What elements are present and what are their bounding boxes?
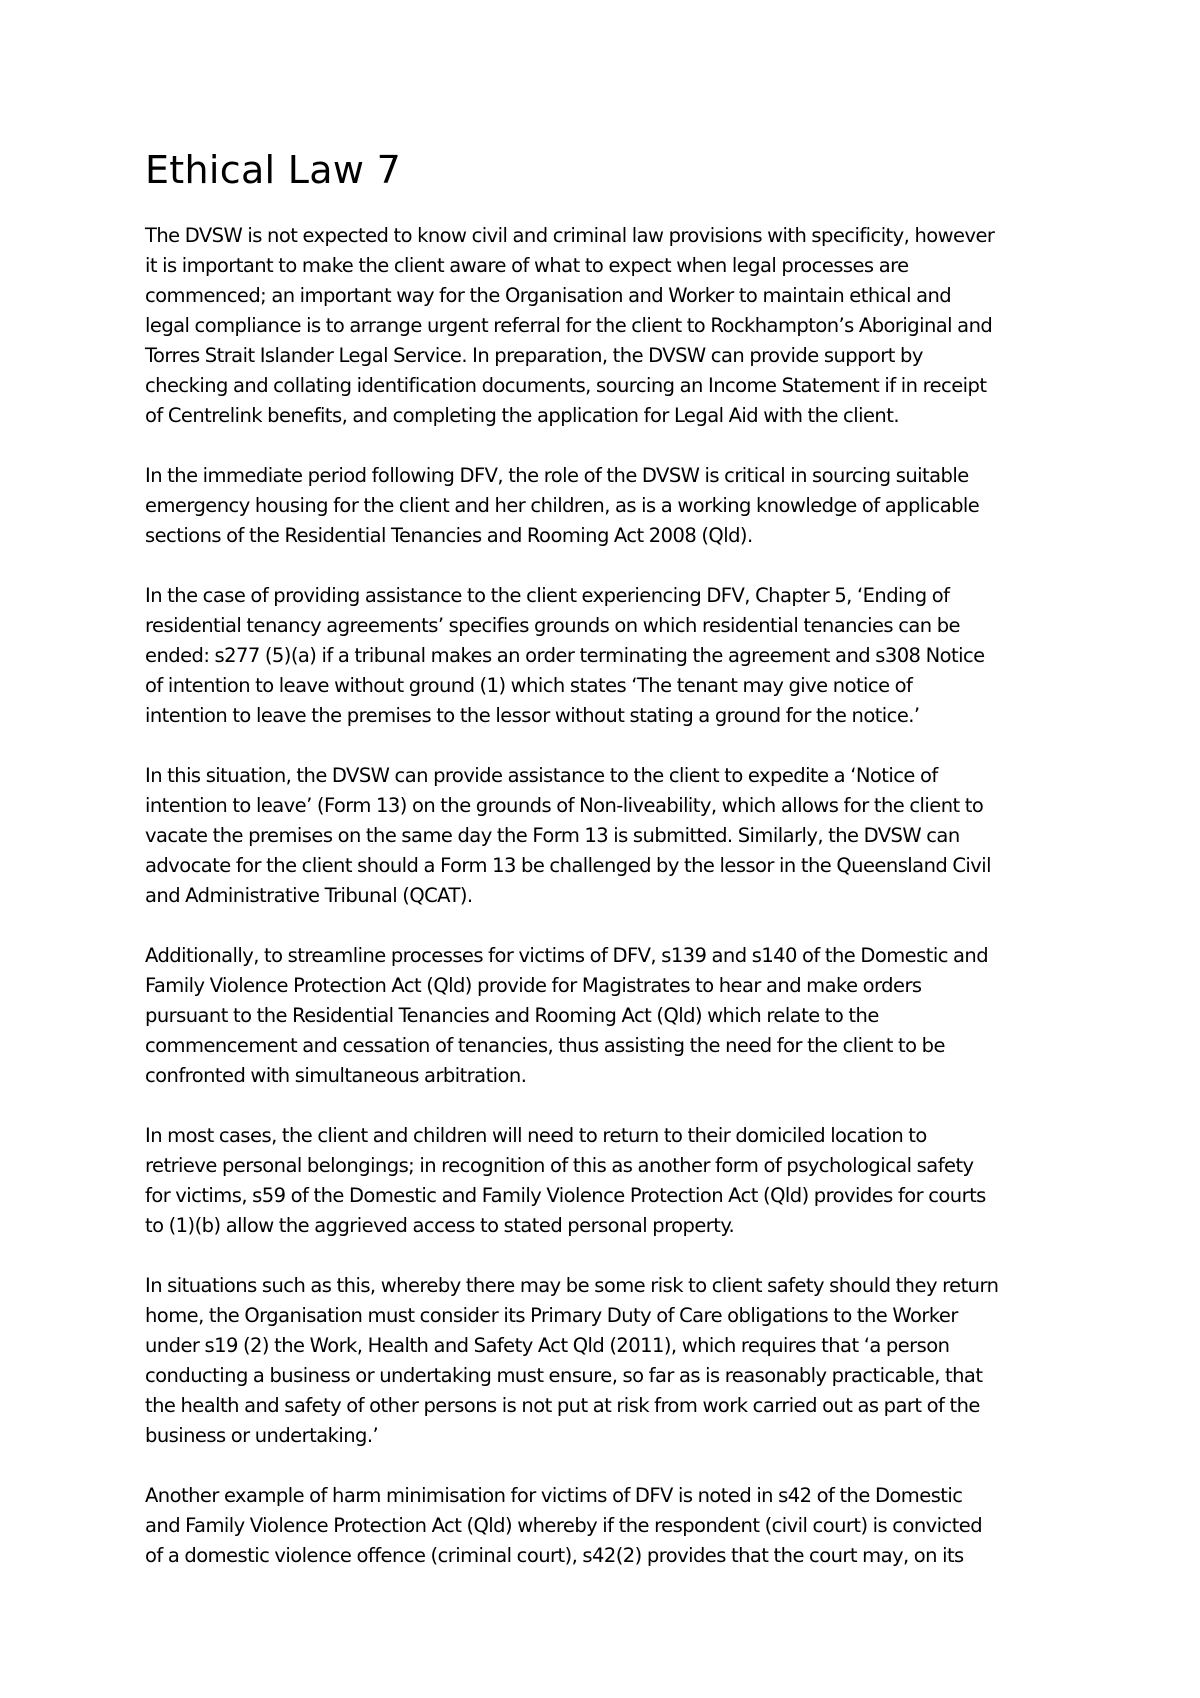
paragraph-line: The DVSW is not expected to know civil and criminal law provisions with specificity, however — [145, 224, 995, 247]
document-title: Ethical Law 7 — [145, 148, 402, 192]
paragraph-line: In situations such as this, whereby there may be some risk to client safety should they return — [145, 1274, 999, 1297]
paragraph — [145, 581, 1090, 731]
paragraph-line: In this situation, the DVSW can provide assistance to the client to expedite a ‘Notice of — [145, 764, 938, 787]
paragraph-line: to (1)(b) allow the aggrieved access to stated personal property. — [145, 1214, 735, 1237]
paragraph-line: of Centrelink benefits, and completing the application for Legal Aid with the client. — [145, 404, 899, 427]
paragraph-line: for victims, s59 of the Domestic and Family Violence Protection Act (Qld) provides for courts — [145, 1184, 986, 1207]
paragraph-line: sections of the Residential Tenancies and Rooming Act 2008 (Qld). — [145, 524, 753, 547]
paragraph-line: Family Violence Protection Act (Qld) provide for Magistrates to hear and make orders — [145, 974, 922, 997]
paragraph-line: vacate the premises on the same day the Form 13 is submitted. Similarly, the DVSW can — [145, 824, 960, 847]
paragraph-line: Torres Strait Islander Legal Service. In preparation, the DVSW can provide support by — [145, 344, 923, 367]
paragraph-line: under s19 (2) the Work, Health and Safety Act Qld (2011), which requires that ‘a person — [145, 1334, 950, 1357]
document-body — [145, 221, 1090, 1601]
paragraph-line: commencement and cessation of tenancies, thus assisting the need for the client to be — [145, 1034, 945, 1057]
paragraph-line: conducting a business or undertaking must ensure, so far as is reasonably practicable, that — [145, 1364, 983, 1387]
paragraph-line: In the immediate period following DFV, the role of the DVSW is critical in sourcing suitable — [145, 464, 969, 487]
paragraph — [145, 461, 1090, 551]
paragraph-line: ended: s277 (5)(a) if a tribunal makes an order terminating the agreement and s308 Notice — [145, 644, 985, 667]
paragraph — [145, 941, 1090, 1091]
paragraph — [145, 761, 1090, 911]
paragraph-line: of intention to leave without ground (1) which states ‘The tenant may give notice of — [145, 674, 913, 697]
paragraph-line: business or undertaking.’ — [145, 1424, 379, 1447]
paragraph-line: intention to leave the premises to the lessor without stating a ground for the notice.’ — [145, 704, 920, 727]
paragraph-line: confronted with simultaneous arbitration. — [145, 1064, 527, 1087]
paragraph-line: it is important to make the client aware of what to expect when legal processes are — [145, 254, 909, 277]
paragraph-line: of a domestic violence offence (criminal court), s42(2) provides that the court may, on its — [145, 1544, 964, 1567]
paragraph-line: intention to leave’ (Form 13) on the grounds of Non-liveability, which allows for the client to — [145, 794, 984, 817]
paragraph-line: residential tenancy agreements’ specifies grounds on which residential tenancies can be — [145, 614, 960, 637]
paragraph-line: home, the Organisation must consider its Primary Duty of Care obligations to the Worker — [145, 1304, 958, 1327]
paragraph-line: pursuant to the Residential Tenancies and Rooming Act (Qld) which relate to the — [145, 1004, 879, 1027]
paragraph-line: Additionally, to streamline processes for victims of DFV, s139 and s140 of the Domestic and — [145, 944, 989, 967]
paragraph-line: Another example of harm minimisation for victims of DFV is noted in s42 of the Domestic — [145, 1484, 963, 1507]
paragraph — [145, 1121, 1090, 1241]
paragraph-line: In the case of providing assistance to the client experiencing DFV, Chapter 5, ‘Ending of — [145, 584, 950, 607]
paragraph-line: In most cases, the client and children will need to return to their domiciled location to — [145, 1124, 927, 1147]
paragraph-line: the health and safety of other persons is not put at risk from work carried out as part of the — [145, 1394, 980, 1417]
paragraph-line: and Family Violence Protection Act (Qld) whereby if the respondent (civil court) is convicted — [145, 1514, 983, 1537]
paragraph-line: advocate for the client should a Form 13 be challenged by the lessor in the Queensland Civil — [145, 854, 992, 877]
paragraph — [145, 1271, 1090, 1451]
paragraph-line: commenced; an important way for the Organisation and Worker to maintain ethical and — [145, 284, 952, 307]
paragraph-line: checking and collating identification documents, sourcing an Income Statement if in receipt — [145, 374, 987, 397]
paragraph — [145, 1481, 1090, 1571]
paragraph-line: and Administrative Tribunal (QCAT). — [145, 884, 473, 907]
paragraph-line: legal compliance is to arrange urgent referral for the client to Rockhampton’s Aboriginal and — [145, 314, 993, 337]
paragraph — [145, 221, 1090, 431]
paragraph-line: retrieve personal belongings; in recognition of this as another form of psychological safety — [145, 1154, 974, 1177]
paragraph-line: emergency housing for the client and her children, as is a working knowledge of applicable — [145, 494, 980, 517]
